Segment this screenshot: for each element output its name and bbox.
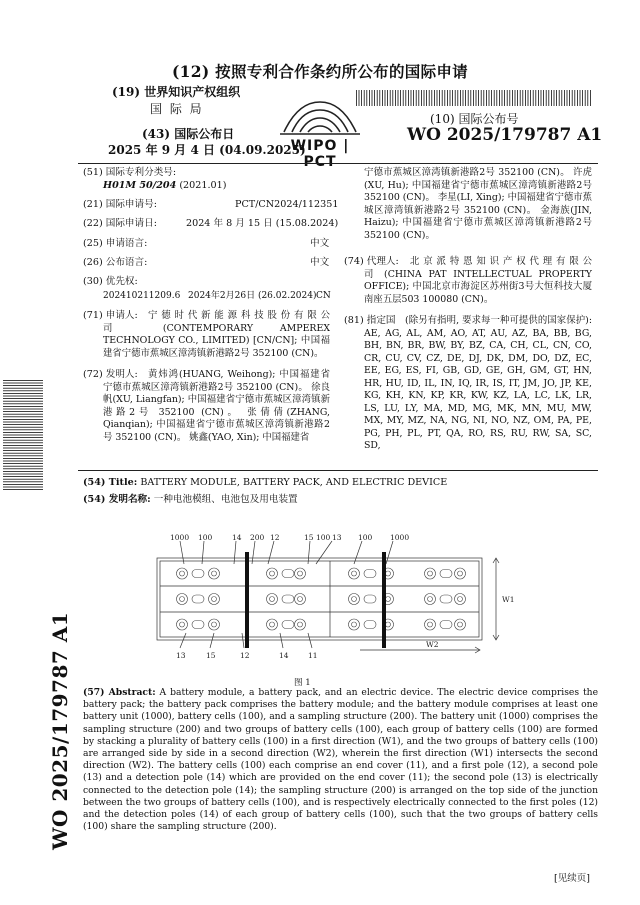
cell-pole-inner — [212, 571, 217, 576]
detection-pole — [192, 595, 204, 603]
detection-pole — [440, 570, 452, 578]
barcode-bar — [431, 90, 432, 106]
cell-pole — [455, 619, 466, 630]
barcode-bar — [395, 90, 396, 106]
barcode-bar — [413, 90, 414, 106]
figure-label-12: 12 — [270, 533, 280, 542]
detection-pole — [440, 595, 452, 603]
figure-label-100-b: 100 — [316, 533, 331, 542]
detection-pole — [282, 595, 294, 603]
barcode-bar — [455, 90, 456, 106]
barcode-bar — [3, 380, 43, 381]
cell-pole — [209, 568, 220, 579]
wipo-logo-text: WIPO | PCT — [290, 138, 350, 170]
ipc-value: H01M 50/204 (2021.01) — [103, 180, 227, 191]
publication-number: WO 2025/179787 A1 — [407, 125, 603, 145]
barcode-bar — [3, 448, 43, 449]
cell-pole-inner — [180, 571, 185, 576]
cell-pole — [349, 568, 360, 579]
barcode-bar — [3, 442, 43, 443]
detection-pole — [364, 570, 376, 578]
cell-pole-inner — [298, 597, 303, 602]
barcode-bar — [541, 90, 542, 106]
figure-label-14-bottom: 14 — [279, 651, 289, 660]
barcode-bar — [517, 90, 518, 106]
barcode-bar — [403, 90, 404, 106]
barcode-bar — [564, 90, 565, 106]
detection-pole — [282, 570, 294, 578]
barcode-bar — [3, 416, 43, 417]
cell-pole — [295, 619, 306, 630]
filing-language: 中文 — [310, 238, 330, 249]
barcode-bar — [460, 90, 461, 106]
cell-pole — [349, 619, 360, 630]
publication-date-label: (43) 国际公布日 — [142, 127, 235, 141]
barcode-bar — [3, 437, 43, 438]
barcode-bar — [3, 458, 43, 459]
barcode-bar — [587, 90, 588, 106]
abstract: (57) Abstract: A battery module, a battery pack, and an electric device. The electric device comprises the battery pack; the battery pack comprises the battery module; and the battery module comprises at least one battery unit (1000), battery cells (100), and a sampling structure (200). The battery unit (1000) comprises the sampling structure (200) and two groups of battery cells (100), each group of battery cells (100) are formed by stacking a plurality of battery cells (100) in a first direction (W1), and the two groups of battery cells (100) are arranged side by side in a second direction (W2), wherein the first direction (W1) intersects the second direction (W2). The battery cells (100) each comprise an end cover (11), and a first pole (12), a second pole (13) and a detection pole (14) which are provided on the end cover (11); the second pole (13) is electrically connected to the detection pole (14); the sampling structure (200) is arranged on the top side of the junction between the two groups of battery cells (100), and is respectively electrically connected to the first poles (12) and the detection poles (14) of each group of battery cells (100), such that the two groups of battery cells (100) share the sampling structure (200). — [83, 687, 599, 833]
barcode-bar — [408, 90, 409, 106]
barcode-bar — [3, 466, 43, 467]
barcode-bar — [3, 427, 43, 428]
cell-pole-inner — [428, 571, 433, 576]
figure-label-14: 14 — [232, 533, 242, 542]
figure-label-100-c: 100 — [358, 533, 373, 542]
priority-date: 2024年2月26日 (26.02.2024) — [188, 291, 317, 301]
barcode-bar — [543, 90, 544, 106]
barcode-bar — [3, 440, 43, 441]
barcode-bar — [567, 90, 568, 106]
barcode-bar — [3, 453, 43, 454]
cell-pole-inner — [180, 622, 185, 627]
barcode-bar — [411, 90, 412, 106]
detection-pole — [364, 621, 376, 629]
barcode-bar — [377, 90, 378, 106]
barcode-bar — [421, 90, 422, 106]
barcode-bar — [504, 90, 505, 106]
barcode-bar — [3, 422, 43, 423]
barcode-bar — [499, 90, 500, 106]
barcode-bar — [478, 90, 479, 106]
barcode-bar — [582, 90, 583, 106]
cell-pole-inner — [270, 597, 275, 602]
figure-label-11-bottom: 11 — [308, 651, 318, 660]
barcode-bar — [3, 393, 43, 394]
title-english: (54) Title: BATTERY MODULE, BATTERY PACK, AND ELECTRIC DEVICE — [83, 477, 448, 488]
cell-pole-inner — [180, 597, 185, 602]
barcode-bar — [489, 90, 490, 106]
barcode-bar — [465, 90, 466, 106]
detection-pole — [192, 621, 204, 629]
barcode-bar — [496, 90, 497, 106]
barcode-bar — [481, 90, 482, 106]
barcode-bar — [442, 90, 443, 106]
body-divider — [78, 470, 598, 471]
barcode-bar — [463, 90, 464, 106]
barcode-bar — [3, 409, 43, 410]
publication-number-label: (10) 国际公布号 — [430, 112, 519, 126]
cell-pole-inner — [352, 571, 357, 576]
publication-barcode — [356, 90, 591, 106]
barcode-bar — [3, 385, 43, 386]
barcode-bar — [450, 90, 451, 106]
barcode-bar — [361, 90, 362, 106]
figure-label-w2: W2 — [426, 640, 439, 649]
barcode-bar — [551, 90, 552, 106]
cell-pole-inner — [458, 597, 463, 602]
cell-pole-inner — [428, 597, 433, 602]
figure-label-13-bottom: 13 — [176, 651, 186, 660]
barcode-bar — [3, 484, 43, 485]
barcode-bar — [3, 390, 43, 391]
barcode-bar — [437, 90, 438, 106]
barcode-bar — [3, 398, 43, 399]
barcode-bar — [528, 90, 529, 106]
barcode-bar — [444, 90, 445, 106]
barcode-bar — [382, 90, 383, 106]
cell-pole — [425, 568, 436, 579]
barcode-bar — [538, 90, 539, 106]
barcode-bar — [548, 90, 549, 106]
barcode-bar — [372, 90, 373, 106]
barcode-bar — [483, 90, 484, 106]
barcode-bar — [374, 90, 375, 106]
cell-pole — [177, 619, 188, 630]
barcode-bar — [3, 401, 43, 402]
cell-pole-inner — [212, 597, 217, 602]
barcode-bar — [494, 90, 495, 106]
cell-pole — [295, 568, 306, 579]
cell-pole — [295, 594, 306, 605]
barcode-bar — [476, 90, 477, 106]
barcode-bar — [530, 90, 531, 106]
barcode-bar — [3, 481, 43, 482]
filing-date-label: (22) 国际申请日: — [83, 218, 157, 229]
designated-states-label: (81) 指定国 — [344, 315, 396, 326]
barcode-bar — [554, 90, 555, 106]
header-divider — [78, 163, 598, 164]
barcode-bar — [569, 90, 570, 106]
cell-pole — [349, 594, 360, 605]
barcode-bar — [491, 90, 492, 106]
barcode-bar — [559, 90, 560, 106]
barcode-bar — [3, 432, 43, 433]
inventor-text-continued: 宁德市蕉城区漳湾镇新港路2号 352100 (CN)。 许虎(XU, Hu); 中国福建省宁德市蕉城区漳湾镇新港路2号 352100 (CN)。 李星(LI, Xing); 中国福建省宁德市蕉城区漳湾镇新港路2号 352100 (CN)。 金海族(JIN, Haizu); 中国福建省宁德市蕉城区漳湾镇新港路2号 352100 (CN)。 — [364, 167, 592, 241]
cell-pole-inner — [352, 597, 357, 602]
barcode-bar — [3, 461, 43, 462]
cell-pole-inner — [458, 622, 463, 627]
barcode-bar — [561, 90, 562, 106]
cell-pole-inner — [298, 571, 303, 576]
barcode-bar — [3, 388, 43, 389]
barcode-bar — [3, 435, 43, 436]
barcode-bar — [424, 90, 425, 106]
barcode-bar — [416, 90, 417, 106]
barcode-bar — [473, 90, 474, 106]
barcode-bar — [457, 90, 458, 106]
figure-label-13: 13 — [332, 533, 342, 542]
barcode-bar — [3, 463, 43, 464]
detection-pole — [440, 621, 452, 629]
cell-pole — [267, 619, 278, 630]
figure-label-100-a: 100 — [198, 533, 213, 542]
barcode-bar — [418, 90, 419, 106]
barcode-bar — [356, 90, 357, 106]
cell-pole — [425, 619, 436, 630]
wipo-logo — [270, 96, 370, 170]
barcode-bar — [507, 90, 508, 106]
barcode-bar — [400, 90, 401, 106]
detection-pole — [192, 570, 204, 578]
cell-pole-inner — [270, 622, 275, 627]
side-barcode — [3, 380, 43, 490]
cell-pole-inner — [458, 571, 463, 576]
document-title: (12) 按照专利合作条约所公布的国际申请 — [172, 62, 468, 81]
barcode-bar — [3, 411, 43, 412]
designated-states-text: (除另有指明, 要求每一种可提供的国家保护): AE, AG, AL, AM, AO, AT, AU, AZ, BA, BB, BG, BH, BN, BR, BW, BY, BZ, CA, CH, CL, CN, CO, CR, CU, CV, CZ, DE, DJ, DK, DM, DO, DZ, EC, EE, EG, ES, FI, GB, GD, GE, GH, GM, GT, HN, HR, HU, ID, IL, IN, IQ, IR, IS, IT, JM, JO, JP, KE, KG, KH, KN, KP, KR, KW, KZ, LA, LC, LK, LR, LS, LU, LY, MA, MD, MG, MK, MN, MU, MW, MX, MY, MZ, NA, NG, NI, NO, NZ, OM, PA, PE, PG, PH, PL, PT, QA, RO, RS, RU, RW, SA, SC, SD, — [364, 315, 592, 451]
publication-language: 中文 — [310, 257, 330, 268]
applicant-label: (71) 申请人: — [83, 310, 138, 321]
barcode-bar — [398, 90, 399, 106]
barcode-bar — [447, 90, 448, 106]
barcode-bar — [3, 383, 43, 384]
inventor-text: 黄炜鸿(HUANG, Weihong); 中国福建省宁德市蕉城区漳湾镇新港路2号 352100 (CN)。 徐良帆(XU, Liangfan); 中国福建省宁德市蕉城区漳湾镇新港路2号 352100 (CN)。 张倩倩(ZHANG, Qianqian); 中国福建省宁德市蕉城区漳湾镇新港路2号 352100 (CN)。 姚鑫(YAO, Xin); 中国福建省 — [103, 369, 330, 443]
priority-number: 202410211209.6 — [103, 291, 181, 301]
barcode-bar — [3, 445, 43, 446]
filing-language-label: (25) 申请语言: — [83, 238, 148, 249]
agent-label: (74) 代理人: — [344, 256, 399, 267]
cell-pole-inner — [386, 571, 391, 576]
barcode-bar — [434, 90, 435, 106]
detection-pole — [364, 595, 376, 603]
barcode-bar — [3, 396, 43, 397]
barcode-bar — [486, 90, 487, 106]
barcode-bar — [369, 90, 370, 106]
figure-caption: 图 1 — [294, 678, 311, 688]
barcode-bar — [3, 468, 43, 469]
cell-pole-inner — [386, 622, 391, 627]
cell-pole-inner — [352, 622, 357, 627]
barcode-bar — [556, 90, 557, 106]
figure-label-15-bottom: 15 — [206, 651, 216, 660]
figure-label-1000-left: 1000 — [170, 533, 190, 542]
barcode-bar — [520, 90, 521, 106]
barcode-bar — [468, 90, 469, 106]
barcode-bar — [364, 90, 365, 106]
application-number: PCT/CN2024/112351 — [235, 199, 339, 210]
barcode-bar — [359, 90, 360, 106]
office-name: (19) 世界知识产权组织 — [112, 85, 241, 99]
cell-pole — [455, 568, 466, 579]
barcode-bar — [387, 90, 388, 106]
barcode-bar — [3, 403, 43, 404]
barcode-bar — [429, 90, 430, 106]
barcode-bar — [3, 424, 43, 425]
barcode-bar — [572, 90, 573, 106]
cell-pole — [209, 594, 220, 605]
barcode-bar — [3, 455, 43, 456]
barcode-bar — [512, 90, 513, 106]
priority-label: (30) 优先权: — [83, 276, 138, 287]
cell-pole-inner — [386, 597, 391, 602]
inventor-label: (72) 发明人: — [83, 369, 138, 380]
barcode-bar — [3, 474, 43, 475]
title-chinese: (54) 发明名称: 一种电池模组、电池包及用电装置 — [83, 494, 298, 505]
publication-date: 2025 年 9 月 4 日 (04.09.2025) — [108, 143, 306, 157]
barcode-bar — [522, 90, 523, 106]
figure-label-15: 15 — [304, 533, 314, 542]
filing-date: 2024 年 8 月 15 日 (15.08.2024) — [186, 218, 339, 229]
barcode-bar — [580, 90, 581, 106]
cell-pole — [455, 594, 466, 605]
barcode-bar — [366, 90, 367, 106]
barcode-bar — [3, 419, 43, 420]
figure-label-1000-right: 1000 — [390, 533, 410, 542]
barcode-bar — [452, 90, 453, 106]
applicant-text: 宁 德 时 代 新 能 源 科 技 股 份 有 限 公 司 (CONTEMPORARY AMPEREX TECHNOLOGY CO., LIMITED) [CN/CN]; 中国福建省宁德市蕉城区漳湾镇新港路2号 352100 (CN)。 — [103, 310, 330, 359]
barcode-bar — [3, 479, 43, 480]
cell-pole-inner — [212, 622, 217, 627]
barcode-bar — [533, 90, 534, 106]
detection-pole — [282, 621, 294, 629]
barcode-bar — [574, 90, 575, 106]
cell-pole — [267, 594, 278, 605]
barcode-bar — [3, 429, 43, 430]
barcode-bar — [3, 414, 43, 415]
barcode-bar — [3, 476, 43, 477]
cell-pole — [177, 594, 188, 605]
barcode-bar — [426, 90, 427, 106]
barcode-bar — [392, 90, 393, 106]
barcode-bar — [405, 90, 406, 106]
figure-1 — [140, 528, 530, 673]
cell-pole — [425, 594, 436, 605]
side-publication-number: WO 2025/179787 A1 — [48, 611, 72, 850]
barcode-bar — [3, 450, 43, 451]
barcode-bar — [515, 90, 516, 106]
application-number-label: (21) 国际申请号: — [83, 199, 157, 210]
barcode-bar — [3, 471, 43, 472]
barcode-bar — [379, 90, 380, 106]
cell-pole — [267, 568, 278, 579]
barcode-bar — [390, 90, 391, 106]
office-sub: 国 际 局 — [150, 102, 204, 116]
figure-label-w1: W1 — [502, 595, 515, 604]
barcode-bar — [3, 406, 43, 407]
barcode-bar — [535, 90, 536, 106]
barcode-bar — [546, 90, 547, 106]
barcode-bar — [439, 90, 440, 106]
agent-text: 北 京 派 特 恩 知 识 产 权 代 理 有 限 公 司 (CHINA PAT INTELLECTUAL PROPERTY OFFICE); 中国北京市海淀区苏州街3号大恒科技大厦南座五层503 100080 (CN)。 — [364, 256, 592, 305]
barcode-bar — [577, 90, 578, 106]
ipc-label: (51) 国际专利分类号: — [83, 167, 177, 178]
figure-label-12-bottom: 12 — [240, 651, 250, 660]
barcode-bar — [590, 90, 591, 106]
cell-pole — [209, 619, 220, 630]
barcode-bar — [585, 90, 586, 106]
continued-note: [见续页] — [554, 873, 590, 884]
publication-language-label: (26) 公布语言: — [83, 257, 148, 268]
figure-label-200: 200 — [250, 533, 265, 542]
cell-pole-inner — [298, 622, 303, 627]
barcode-bar — [3, 489, 43, 490]
barcode-bar — [385, 90, 386, 106]
cell-pole-inner — [428, 622, 433, 627]
barcode-bar — [502, 90, 503, 106]
barcode-bar — [525, 90, 526, 106]
cell-pole — [177, 568, 188, 579]
barcode-bar — [470, 90, 471, 106]
priority-country: CN — [316, 291, 331, 301]
cell-pole-inner — [270, 571, 275, 576]
barcode-bar — [509, 90, 510, 106]
barcode-bar — [3, 487, 43, 488]
